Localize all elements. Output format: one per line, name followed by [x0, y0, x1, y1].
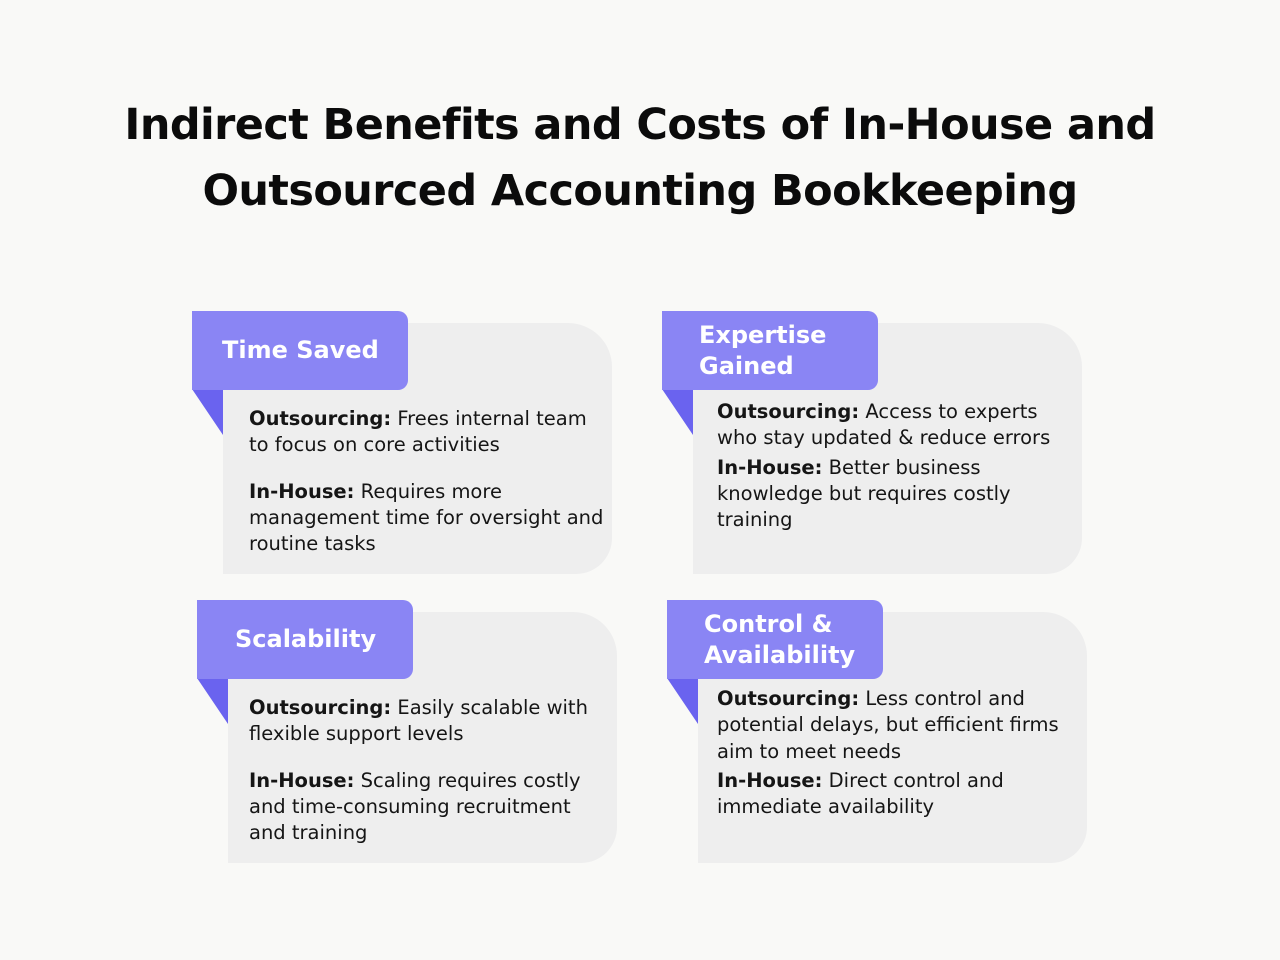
card-heading: Scalability — [235, 625, 377, 653]
card-time-saved — [192, 311, 612, 575]
card-heading-tab — [662, 311, 878, 390]
tab-fold-decoration — [662, 389, 693, 435]
outsourcing-label: Outsourcing: — [717, 687, 860, 710]
card-expertise-gained — [662, 311, 1082, 575]
outsourcing-label: Outsourcing: — [717, 400, 860, 423]
inhouse-entry — [717, 768, 1073, 821]
card-content — [249, 695, 605, 846]
card-heading: Time Saved — [222, 336, 379, 364]
inhouse-entry — [249, 768, 605, 847]
inhouse-label: In-House: — [717, 768, 823, 792]
card-heading-tab — [192, 311, 408, 390]
outsourcing-entry — [249, 406, 605, 459]
card-heading: Expertise Gained — [699, 320, 827, 380]
inhouse-text: Direct control and immediate availability — [717, 768, 1004, 819]
tab-fold-decoration — [197, 678, 228, 724]
tab-fold-decoration — [192, 389, 223, 435]
card-control-availability — [667, 600, 1087, 864]
outsourcing-label: Outsourcing: — [249, 407, 392, 430]
card-scalability — [197, 600, 617, 864]
inhouse-entry — [249, 479, 605, 558]
outsourcing-entry — [717, 686, 1073, 765]
outsourcing-text: Access to experts who stay updated & reduce errors — [717, 400, 1051, 450]
outsourcing-entry — [249, 695, 605, 748]
card-content — [717, 399, 1073, 533]
tab-fold-decoration — [667, 678, 698, 724]
outsourcing-entry — [717, 399, 1073, 452]
inhouse-label: In-House: — [249, 479, 355, 503]
card-content — [717, 686, 1073, 820]
card-heading-tab — [197, 600, 413, 679]
card-heading: Control & Availability — [704, 609, 856, 669]
inhouse-entry — [717, 455, 1073, 534]
page-title — [0, 92, 1280, 224]
inhouse-text: Better business knowledge but requires costly training — [717, 455, 1011, 532]
outsourcing-label: Outsourcing: — [249, 696, 392, 719]
card-heading-tab — [667, 600, 883, 679]
card-content — [249, 406, 605, 557]
inhouse-text: Requires more management time for oversight and routine tasks — [249, 479, 604, 556]
page-title-line-2: Outsourced Accounting Bookkeeping — [202, 166, 1078, 216]
inhouse-text: Scaling requires costly and time-consuming recruitment and training — [249, 768, 581, 845]
inhouse-label: In-House: — [249, 768, 355, 792]
inhouse-label: In-House: — [717, 455, 823, 479]
outsourcing-text: Frees internal team to focus on core activities — [249, 407, 587, 457]
outsourcing-text: Easily scalable with flexible support levels — [249, 696, 588, 746]
page-title-line-1: Indirect Benefits and Costs of In-House and — [124, 100, 1156, 150]
outsourcing-text: Less control and potential delays, but efficient firms aim to meet needs — [717, 687, 1059, 763]
